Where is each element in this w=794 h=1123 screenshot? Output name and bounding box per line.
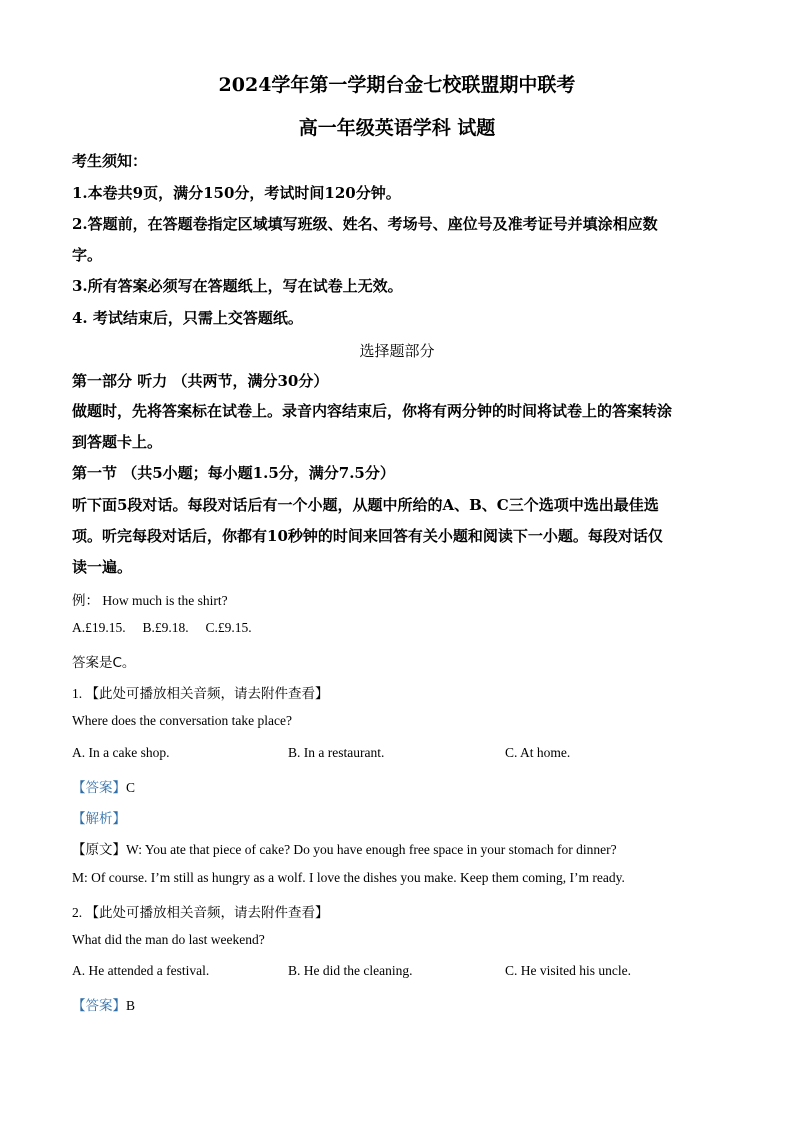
notice-item-1: 1.本卷共9页，满分150分，考试时间120分钟。	[72, 184, 401, 202]
question-1-option-b: B. In a restaurant.	[288, 745, 385, 760]
notice-item-2: 2.答题前，在答题卷指定区域填写班级、姓名、考场号、座位号及准考证号并填涂相应数	[72, 215, 658, 233]
question-2-text: What did the man do last weekend?	[72, 932, 265, 947]
audio-placeholder-2: 【此处可播放相关音频，请去附件查看】	[85, 905, 329, 921]
section1-instruction-line3: 读一遍。	[72, 558, 133, 576]
section1-heading: 第一节 （共5小题；每小题1.5分，满分7.5分）	[72, 464, 395, 482]
question-1-option-c: C. At home.	[505, 745, 571, 760]
answer-value-2: B	[126, 998, 136, 1013]
exam-title: 2024学年第一学期台金七校联盟期中联考	[218, 74, 576, 96]
notice-item-3: 3.所有答案必须写在答题纸上，写在试卷上无效。	[72, 277, 403, 295]
original-tag: 【原文】	[72, 842, 126, 858]
question-1-number: 1.	[72, 686, 86, 701]
part1-instruction-line1: 做题时，先将答案标在试卷上。录音内容结束后，你将有两分钟的时间将试卷上的答案转涂	[72, 402, 673, 420]
example-question: 例： How much is the shirt?	[72, 593, 228, 608]
answer-value: C	[126, 780, 136, 795]
question-1-analysis	[72, 807, 126, 827]
notice-heading: 考生须知：	[72, 152, 148, 170]
section1-instruction-line2: 项。听完每段对话后，你都有10秒钟的时间来回答有关小题和阅读下一小题。每段对话仅	[72, 527, 663, 545]
analysis-tag: 【解析】	[72, 811, 126, 827]
question-2-answer	[72, 994, 135, 1014]
question-1-option-a: A. In a cake shop.	[72, 745, 170, 760]
question-1-text: Where does the conversation take place?	[72, 713, 293, 728]
answer-tag: 【答案】	[72, 780, 126, 796]
question-2-option-c: C. He visited his uncle.	[505, 963, 631, 978]
question-2-option-a: A. He attended a festival.	[72, 963, 210, 978]
notice-item-4: 4. 考试结束后，只需上交答题纸。	[72, 309, 303, 327]
question-1-header	[72, 682, 329, 702]
question-1-answer	[72, 776, 135, 796]
answer-tag-2: 【答案】	[72, 998, 126, 1014]
audio-placeholder-1: 【此处可播放相关音频，请去附件查看】	[85, 686, 329, 702]
question-2-option-b: B. He did the cleaning.	[288, 963, 413, 978]
part1-heading: 第一部分 听力 （共两节，满分30分）	[72, 372, 329, 390]
section1-instruction-line1: 听下面5段对话。每段对话后有一个小题，从题中所给的A、B、C三个选项中选出最佳选	[72, 496, 659, 514]
question-1-original-m: M: Of course. I’m still as hungry as a wolf. I love the dishes you make. Keep them coming, I’m ready.	[72, 870, 625, 885]
question-1-original-w	[72, 838, 617, 858]
question-2-header	[72, 901, 329, 921]
example-options: A.£19.15. B.£9.18. C.£9.15.	[72, 620, 252, 635]
example-answer: 答案是C。	[72, 655, 136, 671]
part1-instruction-line2: 到答题卡上。	[72, 433, 163, 451]
exam-subtitle: 高一年级英语学科 试题	[298, 117, 496, 139]
question-2-number: 2.	[72, 905, 86, 920]
section-heading: 选择题部分	[359, 342, 435, 360]
notice-item-2-cont: 字。	[72, 246, 103, 264]
original-text-w: W: You ate that piece of cake? Do you have enough free space in your stomach for dinner?	[126, 842, 617, 857]
